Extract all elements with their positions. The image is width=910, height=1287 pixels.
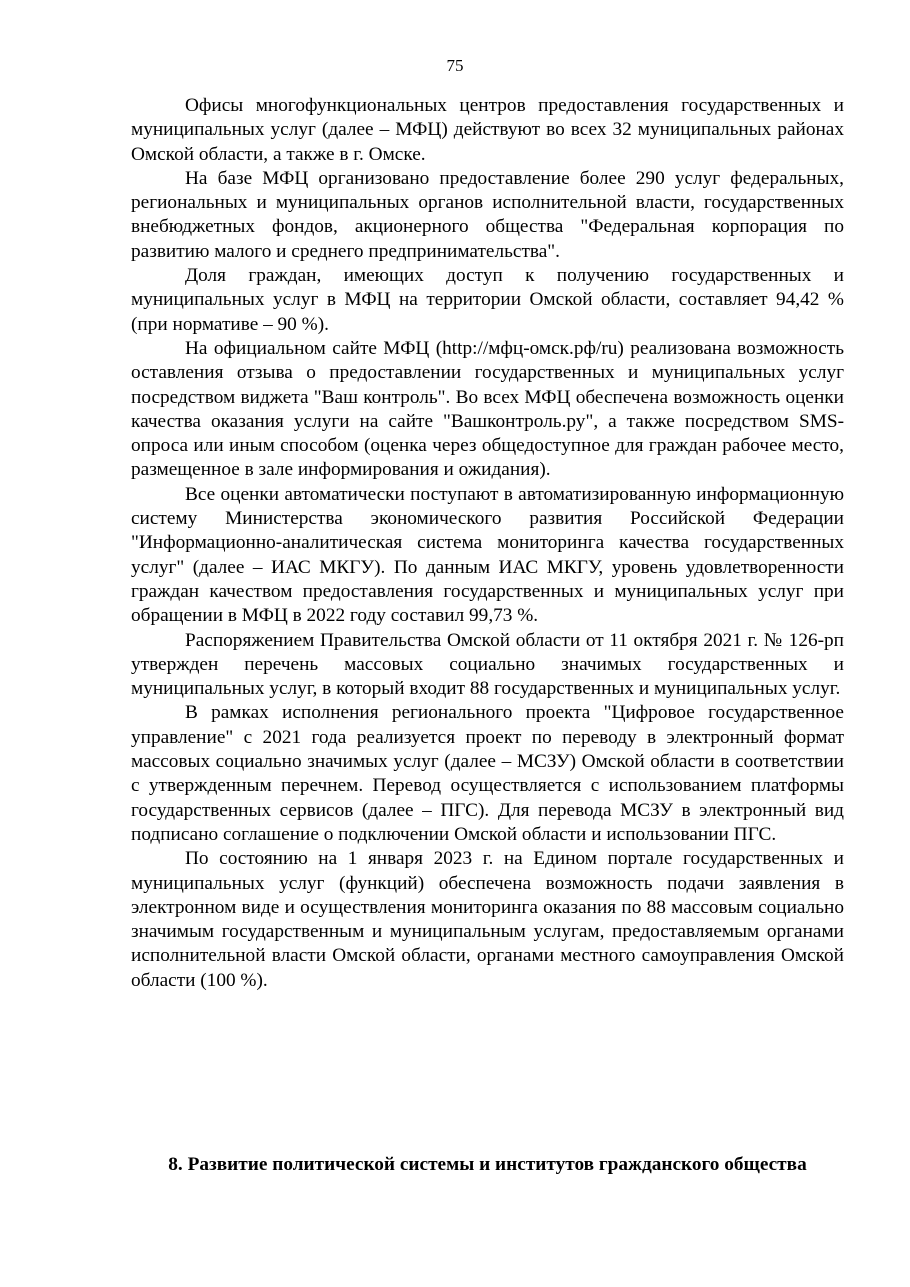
paragraph-ias-mkgu: Все оценки автоматически поступают в автоматизированную информационную систему Министерства экономического развития Российской Федерации "Информационно-аналитическая система мониторинга качества государственных услуг" (далее – ИАС МКГУ). По данным ИАС МКГУ, уровень удовлетворенности граждан качеством предоставления государственных и муниципальных услуг при обращении в МФЦ в 2022 году составил 99,73 %. (131, 483, 844, 627)
section-heading: 8. Развитие политической системы и институтов гражданского общества (168, 1154, 807, 1175)
body-text (131, 94, 844, 993)
page-number: 75 (446, 56, 464, 75)
paragraph-unified-portal: По состоянию на 1 января 2023 г. на Едином портале государственных и муниципальных услуг (функций) обеспечена возможность подачи заявления в электронном виде и осуществления мониторинга оказания по 88 массовым социально значимым государственным и муниципальным услугам, предоставляемым органами исполнительной власти Омской области, органами местного самоуправления Омской области (100 %). (131, 848, 844, 991)
paragraph-government-order: Распоряжением Правительства Омской области от 11 октября 2021 г. № 126-рп утвержден перечень массовых социально значимых государственных и муниципальных услуг, в который входит 88 государственных и муниципальных услуг. (131, 629, 844, 700)
paragraph-mfc-offices: Офисы многофункциональных центров предоставления государственных и муниципальных услуг (далее – МФЦ) действуют во всех 32 муниципальных районах Омской области, а также в г. Омске. (131, 95, 844, 165)
paragraph-feedback: На официальном сайте МФЦ (http://мфц-омск.рф/ru) реализована возможность оставления отзыва о предоставлении государственных и муниципальных услуг посредством виджета "Ваш контроль". Во всех МФЦ обеспечена возможность оценки качества оказания услуги на сайте "Вашконтроль.ру", а также посредством SMS-опроса или иным способом (оценка через общедоступное для граждан рабочее место, размещенное в зале информирования и ожидания). (131, 337, 844, 481)
paragraph-digital-governance: В рамках исполнения регионального проекта "Цифровое государственное управление" с 2021 года реализуется проект по переводу в электронный формат массовых социально значимых услуг (далее – МСЗУ) Омской области в соответствии с утвержденным перечнем. Перевод осуществляется с использованием платформы государственных сервисов (далее – ПГС). Для перевода МСЗУ в электронный вид подписано соглашение о подключении Омской области и использовании ПГС. (131, 702, 844, 845)
paragraph-mfc-services: На базе МФЦ организовано предоставление более 290 услуг федеральных, региональных и муниципальных органов исполнительной власти, государственных внебюджетных фондов, акционерного общества "Федеральная корпорация по развитию малого и среднего предпринимательства". (131, 167, 844, 262)
paragraph-access-share: Доля граждан, имеющих доступ к получению государственных и муниципальных услуг в МФЦ на территории Омской области, составляет 94,42 % (при нормативе – 90 %). (131, 265, 844, 335)
